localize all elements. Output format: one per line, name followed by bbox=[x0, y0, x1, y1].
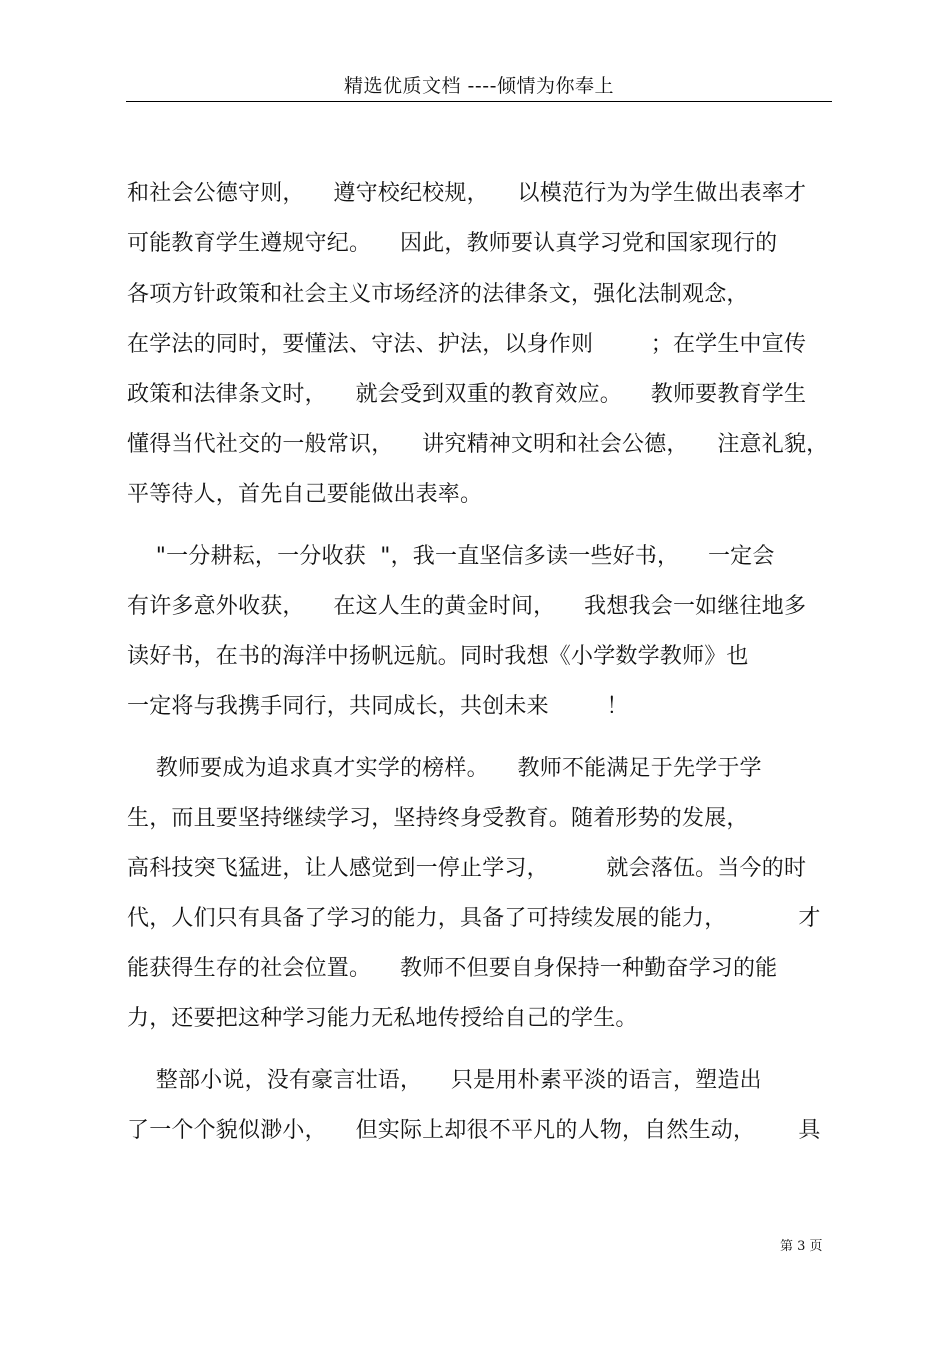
text-line: 生，而且要坚持继续学习，坚持终身受教育。随着形势的发展， bbox=[127, 806, 749, 831]
text-line: 能获得生存的社会位置。 教师不但要自身保持一种勤奋学习的能 bbox=[127, 956, 778, 981]
text-line: 力，还要把这种学习能力无私地传授给自己的学生。 bbox=[127, 1006, 638, 1031]
text-line: 可能教育学生遵规守纪。 因此，教师要认真学习党和国家现行的 bbox=[127, 231, 778, 256]
text-line: 平等待人，首先自己要能做出表率。 bbox=[127, 482, 483, 507]
text-line: 和社会公德守则， 遵守校纪校规， 以模范行为为学生做出表率才 bbox=[127, 181, 807, 206]
text-line: "一分耕耘，一分收获 "，我一直坚信多读一些好书， 一定会 bbox=[127, 544, 775, 569]
text-line: 有许多意外收获， 在这人生的黄金时间， 我想我会一如继往地多 bbox=[127, 594, 807, 619]
text-line: 整部小说，没有豪言壮语， 只是用朴素平淡的语言，塑造出 bbox=[127, 1068, 762, 1093]
page-number: 第 3 页 bbox=[780, 1239, 823, 1254]
page-header-title: 精选优质文档 ----倾情为你奉上 bbox=[344, 75, 614, 97]
text-line: 各项方针政策和社会主义市场经济的法律条文，强化法制观念， bbox=[127, 282, 749, 307]
text-line: 一定将与我携手同行，共同成长，共创未来 ！ bbox=[127, 694, 629, 719]
text-line: 政策和法律条文时， 就会受到双重的教育效应。 教师要教育学生 bbox=[127, 382, 807, 407]
text-line: 了一个个貌似渺小， 但实际上却很不平凡的人物，自然生动， 具 bbox=[127, 1118, 821, 1143]
text-line: 懂得当代社交的一般常识， 讲究精神文明和社会公德， 注意礼貌， bbox=[127, 432, 829, 457]
text-line: 教师要成为追求真才实学的榜样。 教师不能满足于先学于学 bbox=[127, 756, 762, 781]
text-line: 高科技突飞猛进，让人感觉到一停止学习， 就会落伍。当今的时 bbox=[127, 856, 807, 881]
text-line: 代，人们只有具备了学习的能力，具备了可持续发展的能力， 才 bbox=[127, 906, 821, 931]
text-line: 在学法的同时，要懂法、守法、护法，以身作则 ；在学生中宣传 bbox=[127, 332, 807, 357]
text-line: 读好书，在书的海洋中扬帆远航。同时我想《小学数学教师》也 bbox=[127, 644, 749, 669]
